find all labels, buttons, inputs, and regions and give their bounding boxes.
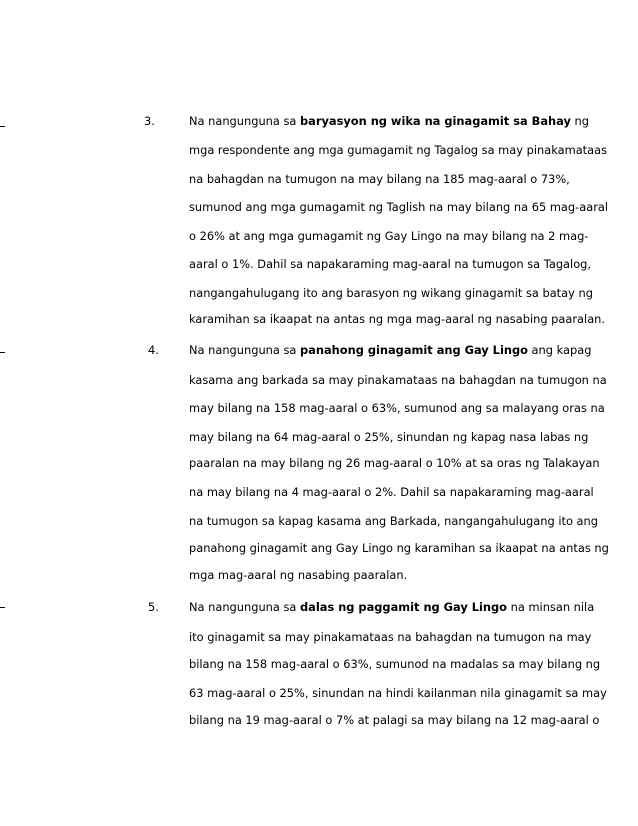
paragraph-line: mga respondente ang mga gumagamit ng Tagalog sa may pinakamataas (189, 143, 608, 157)
paragraph-line: aaral o 1%. Dahil sa napakaraming mag-aaral na tumugon sa Tagalog, (189, 257, 592, 271)
paragraph-line: na tumugon sa kapag kasama ang Barkada, nangangahulugang ito ang (189, 514, 598, 528)
margin-mark (0, 126, 5, 127)
bold-phrase: dalas ng paggamit ng Gay Lingo (300, 600, 507, 614)
item-number: 4. (148, 343, 159, 357)
paragraph-line: kasama ang barkada sa may pinakamataas na bahagdan na tumugon na (189, 373, 607, 387)
bold-phrase: panahong ginagamit ang Gay Lingo (300, 343, 528, 357)
paragraph-line: nangangahulugang ito ang barasyon ng wikang ginagamit sa batay ng (189, 286, 593, 300)
margin-mark (0, 607, 5, 608)
paragraph-line: na may bilang na 4 mag-aaral o 2%. Dahil sa napakaraming mag-aaral (189, 485, 594, 499)
paragraph-line: Na nangunguna sa panahong ginagamit ang Gay Lingo ang kapag (189, 343, 592, 357)
margin-mark (0, 352, 5, 353)
paragraph-line: may bilang na 64 mag-aaral o 25%, sinundan ng kapag nasa labas ng (189, 430, 589, 444)
paragraph-line: panahong ginagamit ang Gay Lingo ng karamihan sa ikaapat na antas ng (189, 541, 609, 555)
paragraph-line: bilang na 158 mag-aaral o 63%, sumunod na madalas sa may bilang ng (189, 657, 601, 671)
paragraph-line: sumunod ang mga gumagamit ng Taglish na may bilang na 65 mag-aaral (189, 200, 609, 214)
paragraph-line: mga mag-aaral ng nasabing paaralan. (189, 568, 408, 582)
paragraph-line: Na nangunguna sa baryasyon ng wika na ginagamit sa Bahay ng (189, 114, 589, 128)
paragraph-line: may bilang na 158 mag-aaral o 63%, sumunod ang sa malayang oras na (189, 401, 605, 415)
paragraph-line: bilang na 19 mag-aaral o 7% at palagi sa may bilang na 12 mag-aaral o (189, 713, 600, 727)
item-number: 5. (148, 600, 159, 614)
paragraph-line: ito ginagamit sa may pinakamataas na bahagdan na tumugon na may (189, 630, 592, 644)
item-number: 3. (144, 114, 155, 128)
bold-phrase: baryasyon ng wika na ginagamit sa Bahay (300, 114, 571, 128)
paragraph-line: 63 mag-aaral o 25%, sinundan na hindi kailanman nila ginagamit sa may (189, 686, 607, 700)
paragraph-line: karamihan sa ikaapat na antas ng mga mag-aaral ng nasabing paaralan. (189, 312, 606, 326)
paragraph-line: paaralan na may bilang ng 26 mag-aaral o 10% at sa oras ng Talakayan (189, 456, 600, 470)
paragraph-line: o 26% at ang mga gumagamit ng Gay Lingo na may bilang na 2 mag- (189, 229, 589, 243)
paragraph-line: na bahagdan na tumugon na may bilang na 185 mag-aaral o 73%, (189, 172, 570, 186)
paragraph-line: Na nangunguna sa dalas ng paggamit ng Gay Lingo na minsan nila (189, 600, 595, 614)
